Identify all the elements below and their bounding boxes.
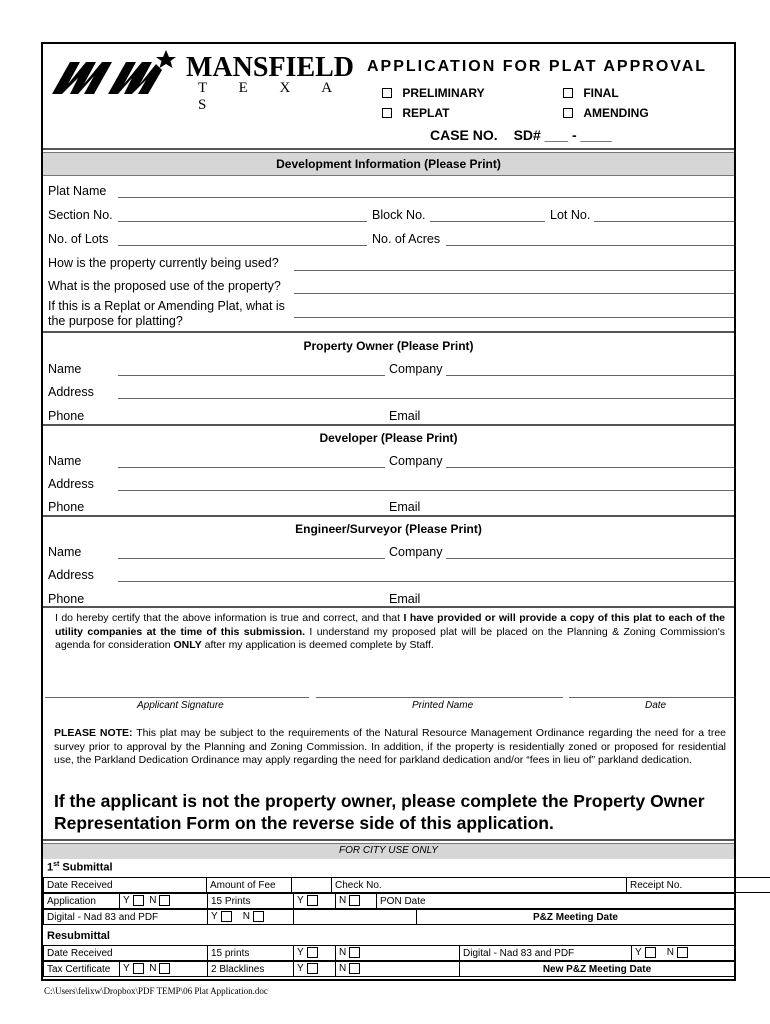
block-no-field[interactable]	[430, 221, 545, 222]
developer-address-label: Address	[48, 477, 94, 491]
first-submittal-heading	[47, 861, 113, 874]
date-field[interactable]	[569, 697, 734, 698]
owner-phone-label: Phone	[48, 409, 85, 423]
section-divider	[43, 331, 734, 333]
option-amending-label: AMENDING	[583, 106, 649, 120]
no-label: N	[149, 895, 157, 907]
checkbox-icon[interactable]	[307, 963, 318, 974]
section-divider	[43, 148, 734, 150]
resubmittal-table	[43, 945, 735, 961]
yes-label: Y	[211, 911, 218, 923]
engineer-company-label: Company	[389, 545, 443, 559]
purpose-label-line1: If this is a Replat or Amending Plat, what is	[48, 299, 285, 313]
checkbox-icon[interactable]	[349, 895, 360, 906]
printed-name-field[interactable]	[316, 697, 563, 698]
yes-label: Y	[123, 963, 130, 975]
logo-state: T E X A S	[198, 80, 346, 113]
proposed-use-field[interactable]	[294, 293, 734, 294]
owner-address-field[interactable]	[118, 398, 734, 399]
purpose-field[interactable]	[294, 317, 734, 318]
checkbox-icon[interactable]	[159, 895, 170, 906]
purpose-label-line2: the purpose for platting?	[48, 314, 183, 328]
checkbox-icon[interactable]	[133, 895, 144, 906]
table-row	[44, 910, 735, 925]
owner-representation-notice: If the applicant is not the property owner, please complete the Property Owner Representation Form on the reverse side of this application.	[54, 791, 705, 833]
resub-digital-yn-cell[interactable]	[632, 946, 735, 961]
please-note	[54, 727, 726, 768]
resub-digital-cell: Digital - Nad 83 and PDF	[460, 946, 632, 961]
logo-m-icon	[48, 48, 178, 100]
blank-cell	[294, 910, 417, 925]
checkbox-icon[interactable]	[563, 88, 573, 98]
option-amending[interactable]	[563, 106, 649, 120]
pz-meeting-cell: P&Z Meeting Date	[417, 910, 735, 925]
first-submittal-table-2	[43, 893, 735, 909]
developer-address-field[interactable]	[118, 490, 734, 491]
current-use-field[interactable]	[294, 270, 734, 271]
new-pz-meeting-cell: New P&Z Meeting Date	[460, 962, 735, 977]
resub-date-received-cell: Date Received	[44, 946, 208, 961]
case-number	[430, 127, 612, 143]
prints-y-cell[interactable]	[294, 894, 336, 909]
yes-label: Y	[123, 895, 130, 907]
engineer-company-field[interactable]	[446, 558, 734, 559]
proposed-use-label: What is the proposed use of the property?	[48, 279, 281, 293]
resub-prints-y-cell[interactable]	[294, 946, 336, 961]
option-replat-label: REPLAT	[402, 106, 450, 120]
application-yn-cell[interactable]	[120, 894, 208, 909]
yes-label: Y	[297, 963, 304, 975]
blank-cell	[292, 878, 332, 893]
date-label: Date	[645, 700, 667, 711]
plat-name-label: Plat Name	[48, 184, 107, 198]
no-label: N	[666, 947, 675, 959]
digital-cell: Digital - Nad 83 and PDF	[44, 910, 208, 925]
lot-no-label: Lot No.	[550, 208, 591, 222]
section-divider	[43, 606, 734, 608]
pon-date-cell: PON Date	[377, 894, 735, 909]
mansfield-logo	[48, 48, 355, 113]
blacklines-n-cell[interactable]	[336, 962, 460, 977]
amount-of-fee-cell: Amount of Fee	[207, 878, 292, 893]
owner-company-label: Company	[389, 362, 443, 376]
checkbox-icon[interactable]	[307, 947, 318, 958]
first-submittal-number: 1	[47, 861, 54, 874]
owner-name-label: Name	[48, 362, 82, 376]
developer-company-field[interactable]	[446, 467, 734, 468]
date-received-cell: Date Received	[44, 878, 207, 893]
checkbox-icon[interactable]	[563, 108, 573, 118]
yes-label: Y	[297, 947, 304, 959]
option-final-label: FINAL	[583, 86, 619, 100]
yes-label: Y	[297, 895, 304, 907]
option-preliminary[interactable]	[382, 86, 485, 100]
first-submittal-sup: st	[53, 861, 60, 868]
certification-part1: I do hereby certify that the above information is true and correct, and that	[55, 612, 404, 624]
certification-bold1: I have provided or will provide a copy of this plat to each of the utility companies at the time of this submission.	[55, 612, 725, 638]
development-heading: Development Information (Please Print)	[276, 157, 501, 171]
certification-bold2: ONLY	[173, 639, 202, 651]
resub-prints-n-cell[interactable]	[336, 946, 460, 961]
resub-prints-cell: 15 prints	[208, 946, 294, 961]
block-no-label: Block No.	[372, 208, 426, 222]
certification-part3: after my application is deemed complete by Staff.	[201, 639, 434, 651]
owner-company-field[interactable]	[446, 375, 734, 376]
digital-yn-cell[interactable]	[208, 910, 294, 925]
owner-address-label: Address	[48, 385, 94, 399]
applicant-signature-field[interactable]	[45, 697, 309, 698]
lot-no-field[interactable]	[594, 221, 734, 222]
checkbox-icon[interactable]	[253, 911, 264, 922]
table-row	[44, 878, 770, 893]
blacklines-y-cell[interactable]	[294, 962, 336, 977]
section-divider	[43, 424, 734, 426]
no-of-acres-label: No. of Acres	[372, 232, 441, 246]
tax-certificate-cell: Tax Certificate	[44, 962, 120, 977]
certification-part2: I understand my proposed plat will be placed on the Planning & Zoning Commission's agenda for consideration	[55, 625, 725, 651]
developer-company-label: Company	[389, 454, 443, 468]
table-row	[44, 946, 735, 961]
first-submittal-table-3	[43, 909, 735, 925]
option-final[interactable]	[563, 86, 619, 100]
section-no-field[interactable]	[118, 221, 367, 222]
yes-label: Y	[635, 947, 642, 959]
applicant-signature-label: Applicant Signature	[137, 700, 224, 711]
section-no-label: Section No.	[48, 208, 113, 222]
checkbox-icon[interactable]	[349, 963, 360, 974]
section-divider	[43, 515, 734, 517]
checkbox-icon[interactable]	[159, 963, 170, 974]
no-label: N	[149, 963, 157, 975]
checkbox-icon[interactable]	[645, 947, 656, 958]
no-label: N	[339, 963, 347, 975]
checkbox-icon[interactable]	[349, 947, 360, 958]
sd-number[interactable]: SD# ___ - ____	[513, 127, 612, 143]
logo-name: MANSFIELD	[186, 52, 355, 83]
owner-name-field[interactable]	[118, 375, 385, 376]
checkbox-icon[interactable]	[677, 947, 688, 958]
checkbox-icon[interactable]	[307, 895, 318, 906]
prints-15-cell: 15 Prints	[208, 894, 294, 909]
developer-name-field[interactable]	[118, 467, 385, 468]
checkbox-icon[interactable]	[221, 911, 232, 922]
table-row	[44, 962, 735, 977]
prints-n-cell[interactable]	[336, 894, 377, 909]
engineer-email-label: Email	[389, 592, 421, 606]
developer-email-label: Email	[389, 500, 421, 514]
option-preliminary-label: PRELIMINARY	[402, 86, 485, 100]
first-submittal-table	[43, 877, 770, 893]
city-use-heading: FOR CITY USE ONLY	[339, 845, 438, 856]
certification-text	[55, 612, 725, 653]
page-title: APPLICATION FOR PLAT APPROVAL	[367, 58, 708, 75]
resubmittal-heading: Resubmittal	[47, 930, 110, 942]
checkbox-icon[interactable]	[382, 88, 392, 98]
check-no-label: Check No.	[335, 879, 382, 891]
table-row	[44, 894, 735, 909]
no-label: N	[242, 911, 251, 923]
no-label: N	[339, 895, 347, 907]
check-no-cell	[332, 878, 627, 893]
owner-email-label: Email	[389, 409, 421, 423]
developer-phone-label: Phone	[48, 500, 85, 514]
engineer-address-field[interactable]	[118, 581, 734, 582]
developer-name-label: Name	[48, 454, 82, 468]
plat-name-field[interactable]	[118, 197, 734, 198]
engineer-name-field[interactable]	[118, 558, 385, 559]
engineer-address-label: Address	[48, 568, 94, 582]
option-replat[interactable]	[382, 106, 449, 120]
blacklines-cell: 2 Blacklines	[208, 962, 294, 977]
please-note-label: PLEASE NOTE:	[54, 727, 133, 739]
application-cell: Application	[44, 894, 120, 909]
resubmittal-table-2	[43, 961, 735, 977]
engineer-name-label: Name	[48, 545, 82, 559]
no-of-acres-field[interactable]	[446, 245, 734, 246]
first-submittal-label: Submittal	[62, 861, 113, 874]
printed-name-label: Printed Name	[412, 700, 474, 711]
no-label: N	[339, 947, 347, 959]
owner-heading: Property Owner (Please Print)	[303, 339, 474, 353]
checkbox-icon[interactable]	[382, 108, 392, 118]
current-use-label: How is the property currently being used?	[48, 256, 279, 270]
developer-heading: Developer (Please Print)	[319, 431, 458, 445]
section-divider	[43, 839, 734, 841]
tax-yn-cell[interactable]	[120, 962, 208, 977]
checkbox-icon[interactable]	[133, 963, 144, 974]
footer-file-path: C:\Users\felixw\Dropbox\PDF TEMP\06 Plat Application.doc	[44, 986, 268, 996]
no-of-lots-field[interactable]	[118, 245, 367, 246]
please-note-text: This plat may be subject to the requirements of the Natural Resource Management Ordinance regarding the need for a tree survey prior to approval by the Planning and Zoning Commission. In addition, if the property is residentially zoned or proposed for residential use, the Parkland Dedication Ordinance may apply regarding the need for parkland dedication and/or “fees in lieu of” parkland dedication.	[54, 727, 726, 766]
engineer-heading: Engineer/Surveyor (Please Print)	[295, 522, 482, 536]
no-of-lots-label: No. of Lots	[48, 232, 109, 246]
case-label: CASE NO.	[430, 127, 498, 143]
engineer-phone-label: Phone	[48, 592, 85, 606]
receipt-no-cell: Receipt No.	[627, 878, 770, 893]
